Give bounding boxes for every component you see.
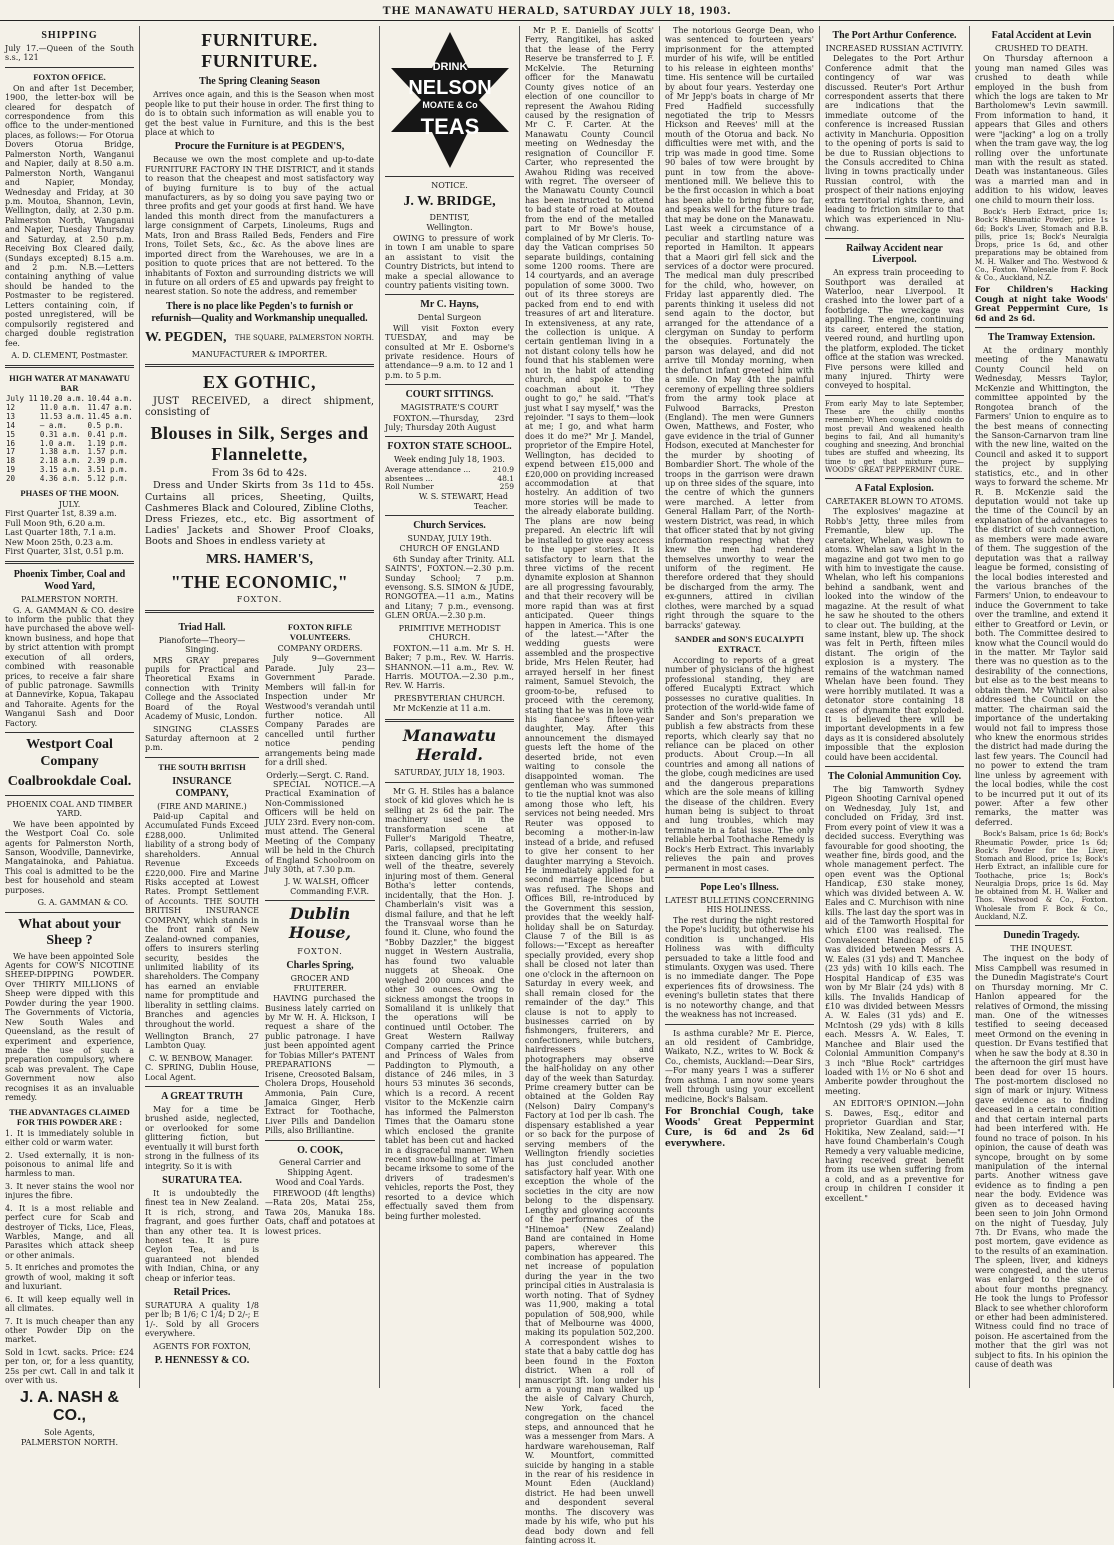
column-5: [660, 26, 820, 1388]
spring-role: GROCER AND FRUITERER.: [290, 974, 350, 993]
divider: [385, 515, 514, 516]
coe-text: 6th Sunday after Trinity. ALL SAINTS', FOXTON.—2.30 p.m. Sunday School; 7 p.m. evensong. S.S. SIMON & JUDE, RONGOTEA.—11 a.m., Matins and Litany; 7 p.m., evensong. GLEN ORUA.—2.30 p.m.: [385, 554, 514, 621]
list-item: 2. Used externally, it is non-poisonous to animal life and harmless to man.: [5, 1150, 134, 1179]
sbi-heading: THE SOUTH BRITISH: [158, 761, 246, 772]
dublin-heading: Dublin House,: [288, 904, 352, 943]
school-heading: FOXTON STATE SCHOOL.: [387, 441, 512, 453]
hamer-name: MRS. HAMER'S,: [206, 551, 313, 567]
leader-text: Mr G. H. Stiles has a balance stock of kid gloves which he is selling at 2s 6d the pair. The machinery used in the transformation scene at Fuller's Marigold Theatre, Paris, collapsed, precipitating sixteen dancing girls into the well of the theatre, severely injuring most of them. General Botha's letter contends, incidentally, that the Hon. J. Chamberlain's visit was a dismal failure, and that he left the Transvaal worse than he found it. Clune, who found the "Bobby Dazzler," the biggest nugget in Western Australia, has found two valuable nuggets at Sheoak. One weighed 200 ounces and the other 30 ounces. Owing to sickness amongst the troops in Somaliland it is unlikely that the operations will be continued until October. The Great Western Railway Company carried the Prince and Princess of Wales from Paddington to Plymouth, a distance of 246 miles, in 3 hours 53 minutes 36 seconds, which is a record. A recent visitor to the McKenzie cairn has informed the Palmerston Times that the Oamaru stone which enclosed the granite tablet has been cut and hacked in a disgraceful manner. When recent snow-balling at Timaru became irksome to some of the drivers of tradesmen's vehicles, reports the Post, they resorted to a device which effectually saved them from being further molested.: [385, 786, 514, 1221]
moon-month: JULY.: [58, 499, 81, 509]
table-row: 19 3.15 a.m. 3.51 p.m.: [6, 465, 129, 475]
tides-heading: HIGH WATER AT MANAWATU BAR: [9, 373, 130, 394]
bridge-place: Wellington.: [426, 223, 473, 233]
economic-heading: "THE ECONOMIC,": [170, 572, 349, 593]
divider: [145, 757, 259, 758]
agents-foxton: AGENTS FOR FOXTON,: [153, 1341, 251, 1351]
nelson-tea-star: [385, 30, 514, 170]
hayns-name: Mr C. Hayns,: [420, 299, 479, 311]
herald-title: Manawatu Herald.: [402, 725, 497, 764]
gothic-heading: EX GOTHIC,: [202, 372, 317, 393]
divider: [5, 365, 134, 368]
star-drink: DRINK: [432, 61, 467, 73]
table-row: absentees ... 48.1: [385, 473, 514, 483]
presby-heading: PRESBYTERIAN CHURCH.: [394, 693, 505, 703]
table-row: 16 1.0 a.m. 1.19 p.m.: [6, 438, 129, 448]
divider: [5, 795, 134, 796]
colonial-heading: The Colonial Ammunition Coy.: [827, 771, 962, 783]
sbi-heading-2: INSURANCE COMPANY,: [172, 775, 232, 799]
rifle-sub: COMPANY ORDERS.: [277, 643, 363, 653]
blouses-heading: Blouses in Silk, Serges and Flannelette,: [150, 423, 369, 465]
church-date: SUNDAY, JULY 19th.: [407, 533, 492, 543]
column-1: [0, 26, 140, 1447]
table-row: Roll Number 259: [385, 482, 514, 492]
hennessy-name: P. HENNESSY & CO.: [154, 1355, 250, 1367]
sbi-text: Paid-up Capital and Accumulated Funds Exceed £288,000. Unlimited liability of a strong body of shareholders. Annual Revenue Exceeds £220,000. Fire and Marine Risks accepted at Lowest Rates. Prompt Settlement of Accounts. THE SOUTH BRITISH INSURANCE COMPANY, which stands in the front rank of New Zealand-owned companies, offers to insurers sterling security, besides the unlimited liability of its shareholders. The Company has earned an enviable name for promptitude and liberality in settling claims. Branches and agencies throughout the world.: [145, 811, 259, 1029]
moon-line: First Quarter 1st, 8.39 a.m.: [5, 509, 117, 519]
suratura-text: It is undoubtedly the finest tea in New Zealand. It is rich, strong, and fragrant, and goes further than any other tea. It is honest tea. It is pure Ceylon Tea, and is guaranteed not blended with Indian, China, or any cheap or inferior teas.: [145, 1188, 259, 1283]
divider: [5, 912, 134, 913]
asthma-text: Is asthma curable? Mr E. Pierce, an old resident of Cambridge, Waikato, N.Z., writes to W. Bock & Co., chemists, Auckland:—Dear Sirs,—For many years I was a sufferer from asthma. I am now some years well through using your excellent medicine, Bock's Balsam.: [665, 1028, 814, 1104]
blouses-price: From 3s 6d to 42s.: [211, 467, 308, 479]
westport-heading: Westport Coal Company: [26, 737, 113, 769]
moon-line: Last Quarter 18th, 7.1 a.m.: [5, 528, 116, 538]
dunedin-heading: Dunedin Tragedy.: [1003, 930, 1080, 942]
truth-text: May for a time be brushed aside, neglected, or overlooked for some glittering fiction, but eventually it will burst forth strong in the fullness of its integrity. So it is with: [145, 1105, 259, 1171]
colonial-text: The big Tamworth Sydney Pigeon Shooting Carnival opened on Wednesday, July 1st, and concluded on Friday, 3rd inst. From every point of view it was a decided success. Everything was favourable for good shooting, the weather fine, birds good, and the whole management perfect. The open event was the Optional Handicap, £30 stake money, which was divided between A. W. Eales and C. Murchison with nine kills. The last day the sport was in aid of the Tamworth Hospital for which £100 was realised. The Convalescent Handicap of £15 was divided between Messrs A. W. Eales (31 yds) and T. Manchee (23 yds) with 10 kills each. The Hospital Handicap of £35 was won by Mr Blair (24 yds) with 8 kills. The Invalids Handicap of £10 was divided between Messrs A. W. Eales (31 yds) and E. McIntosh (29 yds) with 8 kills each. Messrs A. W. Eales, T. Manchee and Blair used the Colonial Ammunition Company's 3 inch "Blue Rock" cartridges loaded with 1½ or No 6 shot and Amberite powder throughout the meeting.: [825, 784, 964, 1096]
divider: [265, 1140, 375, 1141]
spring-text-2: HAVING purchased the Business lately carried on by Mr W. H. A. Hickson, I request a share of the public patronage. I have just been appointed agent for Tobias Miller's PATENT PREPARATIONS — Irisene, Creosoted Balsam, Cholera Drops, Household Ammonia, Pain Cure, Jamaica Ginger, Herb Extract for Toothache, Liver Pills and Dandelion Pills, also Brilliantine.: [265, 994, 375, 1136]
column-2: [140, 26, 380, 1388]
cook-role: General Carrier and Shipping Agent.: [279, 1158, 361, 1177]
procure-text: Because we own the most complete and up-to-date FURNITURE FACTORY IN THE DISTRICT, and it stands to reason that the cheapest and most satisfactory way of buying furniture is to buy of the actual manufacturers, as by so doing you save paying two or three profits and get your goods at first hand. We have landed this month direct from the manufacturers a large consignment of Carpets, Linoleums, Rugs and Mats, Iron and Brass Railed Beds, Fenders and Fire Irons, Toilet Sets, &c., &c. As the above lines are imported direct from the Warehouses, we are in a position to quote prices that are not bettered. To the inhabitants of Foxton and surrounding districts we will in future on all orders of £5 and upwards pay freight to nearest station. So note the address, and remember: [145, 155, 374, 297]
nash-role: Sole Agents,: [44, 1428, 95, 1438]
divider: [385, 294, 514, 295]
divider: [5, 732, 134, 733]
popes-heading: Pope Leo's Illness.: [700, 882, 779, 894]
table-row: 20 4.36 a.m. 5.12 p.m.: [6, 474, 129, 483]
sanders-text: According to reports of a great number of physicians of the highest professional standing, they are offered Eucalypti Extract which possesses no curative qualities. In protection of the world-wide fame of Sander and Son's preparation we publish a few abstracts from these reports, which clearly say that no reliance can be placed on other products. About Croup.—In all countries and among all nations of the globe, cough medicines are used and the dangerous preparations which are the sole means of killing the disease of the children. Every human being is subject to throat and lung troubles, which may terminate in a fatal issue. The only reliable herbal Toothache Remedy is Bock's Herb Extract. This invariably relieves the pain and proves permanent in most cases.: [665, 656, 814, 873]
divider: [145, 1086, 259, 1087]
notice-label: NOTICE.: [431, 181, 468, 190]
sheep-heading: What about your Sheep ?: [18, 916, 121, 949]
star-moate: MOATE & Co: [421, 100, 478, 110]
spring-text: Arrives once again, and this is the Season when most people like to put their house in order. The first thing to do is to obtain such information as will enable you to get the best value in Furniture, and this is the best place at which to: [145, 90, 374, 138]
spring-name: Charles Spring,: [286, 960, 354, 972]
levin-text: On Thursday afternoon a young man named Giles was crushed to death while employed in the bush from which the logs are taken to Mr Bartholomew's Levin sawmill. From information to hand, it appears that Giles and others were "jacking" a log on a trolly when the tram gave way, the log rolling over the unfortunate man with the result as stated. Death was instantaneous. Giles was a married man and in addition to his widow, leaves one child to mourn their loss.: [975, 54, 1108, 205]
popes-sub: LATEST BULLETINS CONCERNING HIS HOLINESS.: [665, 895, 815, 915]
divider: [975, 327, 1108, 328]
coe-heading: CHURCH OF ENGLAND: [399, 544, 500, 554]
railway-heading: Railway Accident near Liverpool.: [846, 242, 943, 266]
editor-text: AN EDITOR'S OPINION.—John S. Dawes, Esq., editor and proprietor Guardian and Star, Hokitika, New Zealand, said:—"I have found Chamberlain's Cough Remedy a very valuable medicine, having received great benefit from its use when suffering from a cold, and as a preventive for croup in children I consider it excellent.": [825, 1099, 964, 1203]
cook-sub: Wood and Coal Yards.: [275, 1178, 365, 1188]
subcolumn-left: [145, 618, 259, 1369]
divider: [145, 364, 374, 367]
triad-text: MRS GRAY prepares pupils for Practical and Theoretical Exams in connection with Trinity College and the Associated Board of the Royal Academy of Music, London.: [145, 655, 259, 722]
divider: [5, 67, 134, 68]
popes-text: The rest during the night restored the Pope's lucidity, but otherwise his condition is unchanged. His Holiness was with difficulty persuaded to take a little food and stimulants. Oxygen was used. There is no immediate danger. The Pope experiences fits of drowsiness. The evening's bulletin states that there is no noteworthy change, and that the weakness has not increased.: [665, 915, 814, 1020]
subcolumn-right: [265, 618, 375, 1369]
divider: [385, 436, 514, 437]
advantages-list: [5, 1129, 134, 1345]
table-row: 18 2.18 a.m. 2.39 p.m.: [6, 456, 129, 466]
economic-place: FOXTON.: [236, 595, 283, 605]
tides-table: [5, 395, 134, 483]
herald-date: SATURDAY, JULY 18, 1903.: [394, 768, 505, 778]
divider: [825, 478, 964, 479]
nash-name: J. A. NASH & CO.,: [20, 1388, 119, 1425]
sbi-sig: C. W. BENBOW, Manager.: [148, 1053, 253, 1063]
westport-text: We have been appointed by the Westport Coal Co. sole agents for Palmerston North, Sanson, Woodville, Dannevirke, Mangatainoka, and Pahiatua. This coal is admitted to be the best for household and steam purposes.: [5, 819, 134, 895]
bock-ad: Bock's Herb Extract, price 1s; Bock's Rheumatic Powder, price 1s 6d; Bock's Liver, Stomach and B.B. pills, price 1s; Bock's Neuralgia Drops, price 1s 6d, and other preparations may be obtained from M. H. Walker and Tho. Westwood & Co., Foxton. Wholesale from F. Bock & Co., Auckland, N.Z.: [975, 208, 1108, 283]
suratura-heading: SURATURA TEA.: [162, 1175, 242, 1187]
procure-heading: Procure the Furniture is at PEGDEN'S,: [174, 141, 345, 153]
column-3: [380, 26, 520, 1388]
sheep-text: We have been appointed Sole Agents for COW'S NICOTINE SHEEP-DIPPING POWDER. Over THIRTY MILLIONS of Sheep were dipped with this Powder during the year 1900. The Governments of Victoria, New South Wales and Queensland, as the result of experiment and experience, made the use of such a preparation compulsory, where scab was prevalent. The Cape Government now also recognises it as an invaluable remedy.: [5, 951, 134, 1103]
news-text: The notorious George Dean, who was sentenced to fourteen years' imprisonment for the attempted murder of his wife, will be entitled to his release in eighteen months' time. His sentence will be curtailed by about four years. Yesterday one of Mr Jepp's boats in charge of Mr Fred Hadfield successfully negotiated the trip to Messrs Hickson and Reeves' mill at the mouth of the Otorua and back. No difficulties were met with, and the trip was made in good time. Some 90 bales of tow were brought by punt in tow from the above-mentioned mill. We believe this to be the first occasion in which a boat has been able to bring fibre so far, and speaks well for the future trade that may be done on the Manawatu. Last week a circumstance of a peculiar and startling nature was reported in Hamilton. It appears that a Maori girl fell sick and the services of a doctor were procured. The medical man duly prescribed for the child, who, however, on Friday last apparently died. The parents thinking it useless did not send again to the doctor, but arranged for the attendance of a clergyman on Sunday to perform the obsequies. Fortunately the parson was delayed, and did not arrive till Monday morning, when the defunct infant greeted him with a smile. On May 4th the painful ceremony of expelling three soldiers from the army took place at Fulwood Barracks, Preston (England). The men were Gunners Owen, Matthews, and Foster, who gave evidence in the trial of Gunner Hodson, executed at Manchester for the murder by shooting of Bombardier Short. The whole of the troops in the garrison were drawn up on three sides of the square, into the centre of which the gunners were marched. A letter from General Hallam Parr, of the North-western District, was read, in which that officer stated that by not giving information respecting what they knew the men had rendered themselves unworthy to wear the uniform of the regiment. He therefore ordered that they should be discharged from the army. The ex-gunners, attired in civilian clothes, were marched by a squad right through the square to the barracks' gateway.: [665, 26, 814, 630]
explosion-heading: A Fatal Explosion.: [855, 483, 934, 495]
tramway-text: At the ordinary monthly meeting of the Manawatu County Council held on Wednesday, Messrs Taylor, McKenzie and Whittington, the committee appointed by the Rongotea branch of the Farmers' Union to enquire as to the best means of connecting the Sanson-Carnarvon tram line with the new line, waited on the Council and asked it to support the project by supplying statistics, etc., and in other ways to forward the scheme. Mr R. B. McKenzie said the deputation would not take up the time of the Council by an explanation of the advantages to the district of such connection, as members were made aware of them. The suggestion of the deputation was that a railway league be formed, consisting of the local bodies interested and the various branches of the Farmers' Union, to endeavour to induce the Government to take over the tramline, and extend it either to Greatford or Levin, or both. The Committee desired to know what the Council would do in the matter. Mr Taylor said there was no question as to the desirability of the connections, but else as to the best means to obtain them. Mr Whittaker also addressed the Council on the matter. The chairman said the importance of the undertaking would not fail to impress those who knew the enormous strides the district had made during the last few years. The Council had no power to extend the tram line unless by agreement with the local bodies, while the cost to be incurred put it out of its power. After a few other remarks, the matter was deferred.: [975, 346, 1108, 827]
tramway-heading: The Tramway Extension.: [987, 332, 1096, 344]
explosion-text: The explosives' magazine at Robb's Jetty, three miles from Fremantle, blew up. The caretaker, Whelan, was blown to atoms. Whelan saw a light in the magazine and got two men to go with him to investigate the cause. Whelan, who left his companions behind a sandbank, went and looked into the window of the magazine. At the result of what he saw he shouted to the others to clear out. The building, at the same instant, blew up. The shock was felt in Perth, fifteen miles distant. The origin of the explosion is a mystery. The remains of the watchman named Whelan have been found. They were horribly mutilated. It was a detonator store containing 18 cases of dynamite that exploded. It is believed there will be important developments in a few days as it is considered absolutely impossible that the explosion could have been accidental.: [825, 507, 964, 762]
furniture-heading: FURNITURE. FURNITURE.: [201, 30, 318, 72]
railway-text: An express train proceeding to Southport was derailed at Waterloo, near Liverpool. It crashed into the lower part of a footbridge. The wreckage was appalling. The engine, continuing its career, entered the station, veered round, and hurtling upon the platform, exploded. The ticket office at the station was wrecked. Five persons were killed and many injured. Thirty were conveyed to hospital.: [825, 268, 964, 391]
table-row: 17 1.38 a.m. 1.57 p.m.: [6, 447, 129, 457]
list-item: 1. It is immediately soluble in either cold or warm water.: [5, 1128, 134, 1148]
divider: [665, 1024, 814, 1025]
sanders-heading: SANDER and SON'S EUCALYPTI EXTRACT.: [675, 634, 804, 655]
advantages-heading: THE ADVANTAGES CLAIMED FOR THIS POWDER ARE :: [9, 1106, 130, 1127]
arthur-heading: The Port Arthur Conference.: [832, 30, 957, 41]
moon-line: New Moon 25th, 0.23 a.m.: [5, 537, 114, 547]
star-nelson: NELSON: [407, 77, 492, 99]
star-teas: TEAS: [420, 114, 479, 139]
divider: [385, 176, 514, 177]
cook-heading: O. COOK,: [297, 1144, 343, 1156]
retail-heading: Retail Prices.: [173, 1287, 231, 1299]
postmaster-sig: A. D. CLEMENT, Postmaster.: [11, 350, 128, 360]
table-row: 12 11.0 a.m. 11.47 a.m.: [6, 403, 133, 413]
westport-sig: G. A. GAMMAN & CO.: [37, 898, 128, 908]
divider: [385, 719, 514, 722]
sbi-sub: (FIRE AND MARINE.): [157, 801, 247, 811]
pegden-role: MANUFACTURER & IMPORTER.: [191, 349, 328, 359]
table-row: July 11 10.20 a.m. 10.44 a.m.: [6, 394, 133, 404]
star-logo-icon: [387, 30, 513, 170]
table-row: 15 0.31 a.m. 0.41 p.m.: [6, 429, 129, 439]
divider: [145, 610, 374, 613]
rifle-heading: FOXTON RIFLE VOLUNTEERS.: [287, 621, 353, 642]
arthur-sub: INCREASED RUSSIAN ACTIVITY.: [825, 43, 964, 53]
truth-heading: A GREAT TRUTH: [161, 1091, 243, 1103]
arthur-text: Delegates to the Port Arthur Conference admit that the contingency of war was discussed. Reuter's Port Arthur correspondent asserts that there are indications that the immediate outcome of the conference is increased Russian activity in Manchuria. Opposition to the opening of ports is said to be due to Russian objections to the Consuls accredited to China living in towns practically under Russian control, with the prospect of their nations enjoying extra territorial rights there, and leading to friction similar to that which was experienced in Niu-chwang.: [825, 54, 964, 234]
children-ad: For Children's Hacking Cough at night take Woods' Great Peppermint Cure, 1s 6d and 2s 6d.: [975, 284, 1108, 323]
column-7: [970, 26, 1114, 1388]
divider: [265, 900, 375, 901]
cook-text: FIREWOOD (4ft lengths)—Rata 20s, Matai 25s, Tawa 20s, Manuka 18s. Oats, chaff and potatoes at lowest prices.: [265, 1188, 375, 1236]
dress-text: Dress and Under Skirts from 3s 11d to 45s. Curtains all prices, Sheeting, Quilts, Cashmeres Black and Coloured, Zibline Cloths, Dress Friezes, etc., etc. Big assortment of Ladies' Jackets and Shower Proof Cloaks, Boots and Shoes in endless variety at: [145, 480, 374, 548]
phoenix-heading: Phoenix Timber, Coal and Wood Yard,: [13, 569, 126, 593]
nash-place: PALMERSTON NORTH.: [20, 1437, 118, 1447]
masthead: THE MANAWATU HERALD, SATURDAY JULY 18, 1903.: [0, 0, 1114, 21]
phoenix-coal: PHOENIX COAL AND TIMBER YARD.: [6, 799, 133, 819]
methodist-heading: PRIMITIVE METHODIST CHURCH.: [398, 623, 501, 643]
divider: [5, 561, 134, 564]
divider: [825, 395, 964, 396]
sheep-price: Sold in 1cwt. sacks. Price: £24 per ton, or, for a less quantity, 25s per cwt. Call in and talk it over with us.: [5, 1347, 134, 1386]
postal-text: On and after 1st December, 1900, the letter-box will be cleared for despatch of correspondence from this office to the under-mentioned places, as follows:— For Otorua Dovers Otorua Bridge, Palmerston North, Wanganui and Napier, daily at 8.50 a.m. Palmerston North, Wanganui and Napier, Monday, Wednesday and Friday, at 30 p.m. Moutoa, Shannon, Levin, Wellington, daily, at 2.30 p.m. Palmerston North, Wanganui and Napier, Tuesday Thursday and Saturday, at 2.50 p.m. Receiving Box Cleared daily, (Sundays excepted) 8.15 a.m. and 2 p.m. N.B.—Letters containing anything of value should be handed to the Postmaster to be registered. Letters containing coin, if posted unregistered, will be compulsorily registered and charged double registration fee.: [5, 83, 134, 348]
explosion-sub: CARETAKER BLOWN TO ATOMS.: [825, 496, 964, 506]
woods-ad: From early May to late September, These are the chilly months remember; When coughs and colds do most prevail And weakened health begins to fail, And all humanity's coughing and sneezing, And bronchial tubes are stuffed and wheezing, Its time to get that mixture pure—WOODS' GREAT PEPPERMINT CURE.: [825, 399, 964, 474]
levin-sub: CRUSHED TO DEATH.: [994, 43, 1089, 53]
spring-heading: The Spring Cleaning Season: [199, 76, 320, 88]
no-place-heading: There is no place like Pegden's to furnish or refurnish—Quality and Workmanship unequalled.: [151, 300, 368, 324]
hayns-text: Will visit Foxton every TUESDAY, and may be consulted at Mr E. Osborne's private residence. Hours of attendance—9 a.m. to 12 and 1 p.m. to 5 p.m.: [385, 323, 514, 380]
shipping-heading: SHIPPING: [41, 30, 98, 41]
list-item: 4. It is a most reliable and perfect cure for Scab and destroyer of Ticks, Lice, Fleas, Warbles, Mange, and all Parasites which attack sheep or other animals.: [5, 1203, 134, 1260]
school-week: Week ending July 18, 1903.: [394, 455, 505, 465]
divider: [385, 384, 514, 385]
list-item: 6. It will keep equally well in all climates.: [5, 1294, 134, 1314]
divider: [385, 782, 514, 783]
moon-line: First Quarter, 31st, 0.51 p.m.: [5, 547, 124, 557]
list-item: 7. It is much cheaper than any other Powder Dip on the market.: [5, 1316, 134, 1345]
sbi-addr: Wellington Branch, 27 Lambton Quay.: [145, 1032, 259, 1051]
bronchial-ad: For Bronchial Cough, take Woods' Great Peppermint Cure, is 6d and 2s 6d everywhere.: [665, 1107, 814, 1149]
table-row: 13 11.53 a.m. 11.45 a.m.: [6, 412, 133, 422]
divider: [975, 925, 1108, 926]
table-row: Average attendance ... 210.9: [385, 464, 514, 474]
shipping-line: July 17.—Queen of the South s.s., 121: [5, 43, 134, 63]
bridge-text: OWING to pressure of work in town I am unable to spare an assistant to visit the Country Districts, but intend to make a special allowance to country patients visiting town.: [385, 233, 514, 291]
court-sub: MAGISTRATE'S COURT: [400, 403, 499, 413]
moon-heading: PHASES OF THE MOON.: [20, 487, 119, 498]
bridge-role: DENTIST,: [429, 212, 470, 222]
special-notice: SPECIAL NOTICE.—A Practical Examination of Non-Commissioned Officers will be held on JULY 23rd. Every non-com. must attend. The General Meeting of the Company will be held in the Church of England Schoolroom on July 30th, at 7.30 p.m.: [265, 780, 376, 874]
phoenix-place: PALMERSTON NORTH.: [20, 595, 118, 605]
sbi-agent: C. SPRING, Dublin House, Local Agent.: [145, 1063, 259, 1082]
list-item: 3. It never stains the wool nor injures the fibre.: [5, 1181, 134, 1201]
school-sig: W. S. STEWART, Head Teacher.: [418, 492, 508, 511]
presby-text: Mr McKenzie at 11 a.m.: [393, 704, 491, 714]
rifle-sig: Orderly.—Sergt. C. Rand.: [266, 770, 369, 780]
phoenix-text: G. A. GAMMAN & CO. desire to inform the public that they have purchased the above well-known business, and hope that by strict attention with prompt execution of all orders, combined with reasonable prices, to receive a fair share of public patronage. Sawmills at Dannevirke, Kopua, Takapau and Tahoraite. Agents for the Wanganui Sash and Door Factory.: [5, 605, 134, 728]
dublin-place: FOXTON.: [297, 947, 343, 957]
divider: [665, 877, 814, 878]
triad-heading: Triad Hall.: [178, 621, 226, 633]
gothic-text: JUST RECEIVED, a direct shipment, consisting of: [145, 395, 374, 419]
list-item: 5. It enriches and promotes the growth of wool, making it soft and luxuriant.: [5, 1263, 134, 1292]
church-heading: Church Services.: [413, 520, 486, 532]
court-text: FOXTON.—Thursday, 23rd July; Thursday 20th August: [385, 413, 514, 432]
postal-heading: FOXTON OFFICE.: [33, 71, 106, 82]
column-6: [820, 26, 970, 1388]
rifle-text: July 9—Government Parade. July 23—Government Parade. Members will fall-in for Inspection under Mr Westwood's verandah until further notice. All Company Parades are cancelled until further notice pending arrangements being made for a drill shed.: [265, 654, 375, 768]
pegden-name: W. PEGDEN,: [145, 330, 227, 346]
local-news-text: Mr P. E. Daniells of Scotts' Ferry, Rangitikei, has asked that the lease of the Ferry Reserve be transferred to J. F. McKelvie. The Returning officer for the Manawatu County gives notice of an election of one councillor to represent the Awahou Riding caused by the resignation of Mr C. F. Carter. At the Manawatu County Council meeting on Wednesday the resignation of Councillor F. Carter, who represented the Awahou Riding was received with regret. The overseer of the Manawatu County Council has been instructed to attend to bad state of road at Moutoa from the end of the metalled part to Mr Bowe's house, complained of by Mr Cleris. To-day the Vatican comprises 50 separate buildings, containing some 1200 rooms. There are 14 courtyards, and an average population of some 3000. Two out of its three storeys are packed from end to end with treasures of art and literature. In extensiveness, at any rate, the collection is unique. A certain gentleman living in a not distant colony tells how he found that his stablemen were not in the habit of attending church, and spoke to the coachman about it. "They ought to go," he said. "That's just what I say myself," was the rejoinder. "I says to them—look at me; I go, and what harm does it do me?" Mr J. Mandel, proprietor of the Empire Hotel, Wellington, has decided to expend between £15,000 and £20,000 on providing increased accommodation at that hostelry. An addition of two more stories will be made to the already elaborate building. The plans are now being prepared. An electric lift will be installed to give easy access to the upper stories. It is satisfactory to learn that the three victims of the recent dynamite explosion at Shannon are all progressing favourably, and that their recovery will be more rapid than was at first anticipated. Queer things happen in America. This is one of the latest.—"After the wedding guests were assembled and the prospective bride, Mrs Helen Reuter, had arrayed herself in her finest raiment, Samuel Stevoich, the groom-to-be, refused to proceed with the ceremony, stating that he was in love with his fiancee's fifteen-year daughter, May. After this announcement the dismayed guests left the home of the deserted bride, not even waiting to console the disappointed woman. The gentleman who was summoned to tie the nuptial knot was also among those who left, his services not being needed. Mrs Reuter was opposed to becoming a mother-in-law instead of a bride, and refused to give her consent to her daughter marrying a Stevoich. He immediately applied for a second marriage license but was refused. The Shops and Offices Bill, re-introduced by the Government this session, provides that the weekly half-holiday shall be on Saturday. Clause 7 of the Bill is as follows:—"Except as hereafter specially provided, every shop shall be closed not later than one o'clock in the afternoon on Saturday in every week, and shall remain closed for the remainder of the day." This clause is not to apply to businesses carried on by fishmongers, fruiterers, and confectioners, while butchers, hairdressers and photographers may observe the half-holiday on any other day of the week than Saturday. Prime creamery butter can be obtained at the Golden Ray (Nelson) Dairy Company's Factory at 1od per lb cash. The dispensary established a year or so back for the purpose of serving members of the Wellington friendly societies has just concluded another satisfactory half year. With one exception the whole of the societies in the city are now belong to the dispensary. Lengthy and glowing accounts of the performances of the "Hinemoa" (New Zealand) Band are contained in Home papers, wherever this combination has appeared. The net increase of population during the year in the two principal cities in Australasia is worth noting. That of Sydney was 11,900, making a total population of 508,900, while that of Melbourne was 4000, making its population 502,200. A correspondent wishes to state that a baby cattle dog has been found in the Foxton district. When a roll of manuscript 3ft. long under his arm a young man walked up the aisle of Calvary Church, New York, faced the congregation on the chancel steps, and announced that he was a messenger from Mars. A hardware warehouseman, Ralf W. Mountfort, committed suicide by hanging in a stable in the rear of his residence in Mount Eden (Auckland) district. He had been unwell and despondent several months. The discovery was made by his wife, who put his dead body down and fell fainting across it.: [525, 26, 654, 1545]
retail-text: SURATURA A quality 1/8 per lb; B 1/6; C 1/4; D 2/-; E 1/-. Sold by all Grocers everywhere.: [145, 1301, 259, 1339]
column-4: [520, 26, 660, 1545]
coalbrookdale-heading: Coalbrookdale Coal.: [7, 774, 132, 790]
pegden-addr: THE SQUARE, PALMERSTON NORTH.: [234, 333, 374, 342]
court-heading: COURT SITTINGS.: [405, 389, 494, 401]
moon-line: Full Moon 9th, 6.20 a.m.: [5, 518, 106, 528]
triad-singing: SINGING CLASSES Saturday afternoon at 2 p.m.: [145, 724, 259, 753]
methodist-text: FOXTON.—11 a.m. Mr S. H. Baker; 7 p.m., Rev. W. Harris. SHANNON.—11 a.m., Rev. W. Harris. MOUTOA.—2.30 p.m., Rev. W. Harris.: [385, 643, 514, 691]
triad-sub: Pianoforte—Theory—Singing.: [158, 635, 246, 655]
bock-ad-2: Bock's Balsam, price 1s 6d; Bock's Rheumatic Powder, price 1s 6d; Bock's Powder for the Liver, Stomach and Blood, price 1s; Bock's Herb Extract, an infallible cure for Toothache, price 1s; Bock's Neuralgia Drops, price 1s 6d. May be obtained from M. H. Walker and Thos. Westwood & Co., Foxton. Wholesale from F. Bock & Co., Auckland, N.Z.: [975, 830, 1108, 921]
hayns-role: Dental Surgeon: [417, 313, 482, 323]
dunedin-text: The inquest on the body of Miss Campbell was resumed in the Dunedin Magistrate's Court on Thursday morning. Mr C. Hanlon appeared for the relatives of Ormond, the missing man. One of the witnesses testified to seeing deceased meet Ormond on the evening in question. Dr Evans testified that when he saw the body at 8.30 in the afternoon the girl must have been dead for over 15 hours. The post-mortem disclosed no sign of mark or injury. Witness gave evidence as to finding deceased in a certain condition and that certain internal parts had been interfered with. He found no trace of poison. In his opinion, the cause of death was syncope, brought on by some manipulation of the internal parts. Another witness gave evidence as to finding a pen near the body. Evidence was given as to deceased having been seen to join John Ormond on the night of Tuesday, July 7th. Dr Evans, who made the post mortem, gave evidence as to the results of an examination. The spleen, liver, and kidneys were congested, and the uterus was enlarged to the size of about four months pregnancy. He took the lungs to Professor Black to see whether chloroform or ether had been administered. Witness could find no trace of poison. He ascertained from the mother that the girl was not subject to fits. In his opinion the cause of death was: [975, 954, 1108, 1370]
table-row: 14 — a.m. 0.5 p.m.: [6, 420, 124, 430]
divider: [825, 238, 964, 239]
bridge-name: J. W. BRIDGE,: [403, 194, 496, 210]
divider: [825, 766, 964, 767]
dunedin-sub: THE INQUEST.: [1010, 943, 1073, 953]
rifle-sig-2: J. W. WALSH, Officer Commanding F.V.R.: [285, 877, 369, 896]
levin-heading: Fatal Accident at Levin: [991, 30, 1092, 41]
